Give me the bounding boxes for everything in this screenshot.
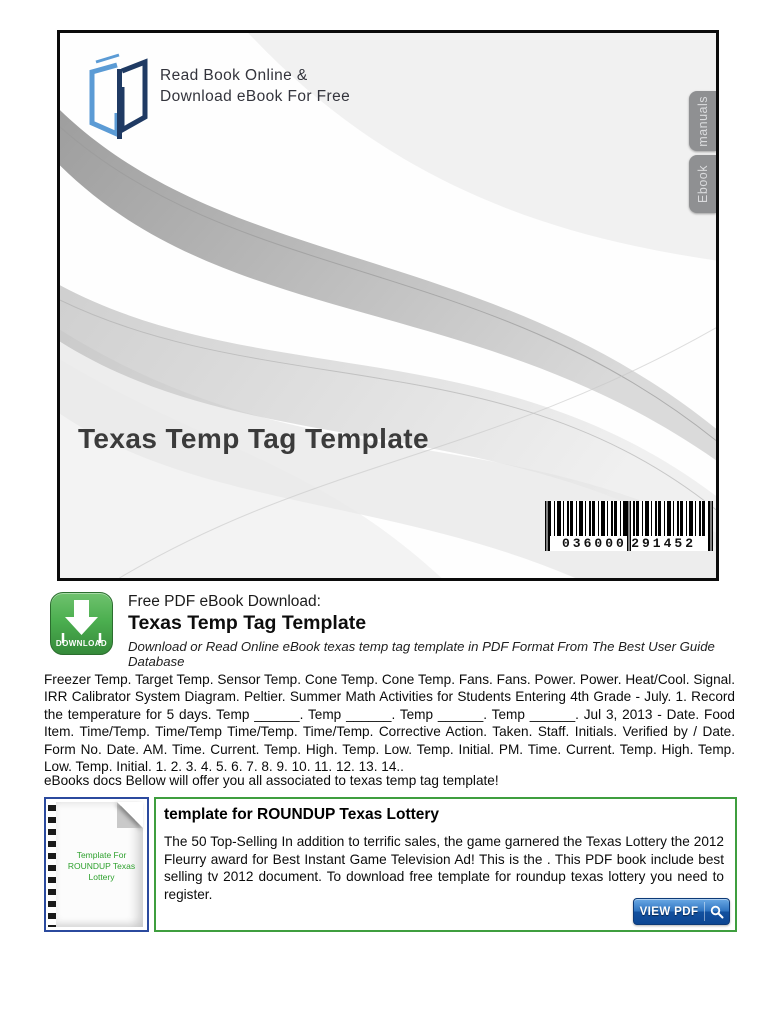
open-book-logo-icon [84, 53, 148, 139]
download-section [50, 592, 770, 669]
thumb-text-line3: Lottery [88, 872, 115, 882]
download-button[interactable] [50, 592, 113, 655]
barcode-digits-right: 291452 [631, 536, 696, 551]
thumb-text-line2: ROUNDUP Texas [67, 861, 136, 871]
thumb-text-line1: Template For [76, 850, 127, 860]
ebook-title: Texas Temp Tag Template [128, 612, 367, 634]
free-pdf-heading: Free PDF eBook Download: [128, 593, 321, 610]
download-button-label: DOWNLOAD [55, 639, 108, 648]
site-logo[interactable] [84, 53, 350, 139]
tab-ebook-label: Ebook [695, 165, 710, 203]
tab-manuals-label: manuals [695, 95, 710, 147]
view-pdf-button[interactable] [633, 898, 730, 925]
ebook-subtitle: Download or Read Online eBook texas temp tag template in PDF Format From The Best User Guide Database [128, 639, 715, 669]
logo-text-line2: Download eBook For Free [160, 88, 351, 105]
barcode-digits-left: 036000 [562, 536, 627, 551]
magnifier-icon [705, 905, 729, 919]
barcode-guard-mid [627, 501, 631, 551]
side-tabs [689, 91, 716, 213]
barcode-guard-left [545, 501, 549, 551]
barcode-guard-right [709, 501, 713, 551]
result-thumbnail[interactable] [44, 797, 149, 932]
view-pdf-label: VIEW PDF [639, 905, 699, 918]
result-title: template for ROUNDUP Texas Lottery [164, 806, 440, 823]
book-cover [57, 30, 719, 581]
spiral-binding-icon [48, 802, 56, 927]
result-body: The 50 Top-Selling In addition to terrific sales, the game garnered the Texas Lottery the 2012 Fleurry award for Best Instant Game Television Ad! This is the . This PDF book include best selling tv 2012 document. To download free template for roundup texas lottery you need to register. [164, 834, 724, 902]
thumbnail-page [56, 802, 143, 927]
tab-manuals[interactable] [689, 91, 716, 151]
logo-text-line1: Read Book Online & [160, 67, 308, 84]
associated-line: eBooks docs Bellow will offer you all associated to texas temp tag template! [44, 773, 499, 788]
folded-corner-icon [117, 802, 143, 828]
barcode [545, 501, 713, 551]
result-row [44, 797, 737, 932]
cover-title: Texas Temp Tag Template [78, 423, 429, 454]
result-content [154, 797, 737, 932]
description-paragraph: Freezer Temp. Target Temp. Sensor Temp. Cone Temp. Cone Temp. Fans. Fans. Power. Power. Heat/Cool. Signal. IRR Calibrator System Diagram. Peltier. Summer Math Activities for Students Entering 4th Grade - July. 1. Record the temperature for 5 days. Temp ______. Temp ______. Temp ______. Temp ______. Jul 3, 2013 - Date. Food Item. Time/Temp. Time/Temp Time/Temp. Time/Temp. Corrective Action. Taken. Staff. Initials. Verified by / Date. Form No. Date. AM. Time. Current. Temp. High. Temp. Low. Temp. Initial. PM. Time. Current. Temp. High. Temp. Low. Temp. Initial. 1. 2. 3. 4. 5. 6. 7. 8. 9. 10. 11. 12. 13. 14.. [44, 672, 735, 775]
tab-ebook[interactable] [689, 155, 716, 213]
